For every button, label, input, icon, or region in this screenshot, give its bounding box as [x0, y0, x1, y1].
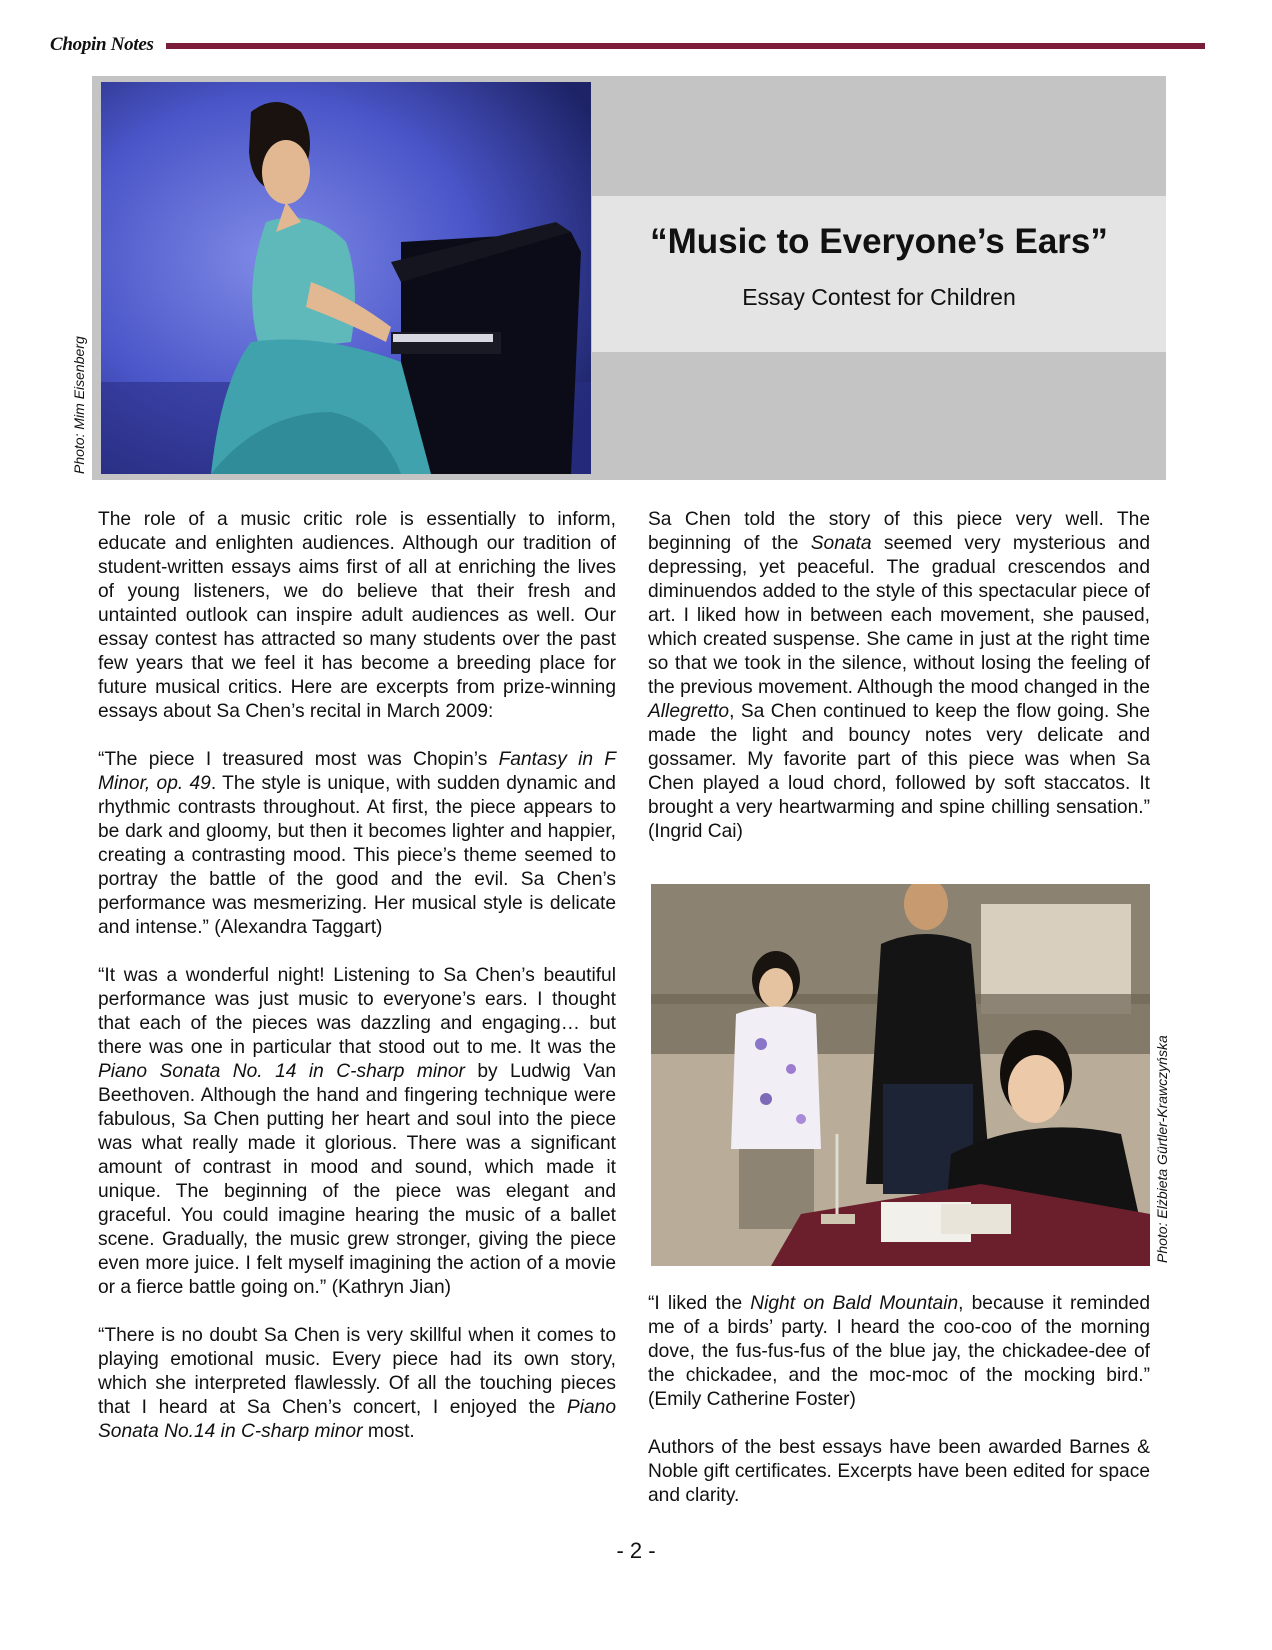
photo-credit-bottom: Photo: Elżbieta Gürtler-Krawczyńska: [1154, 1035, 1170, 1263]
left-column: [98, 508, 616, 1468]
essay-excerpt-cai-start: “There is no doubt Sa Chen is very skillful when it comes to playing emotional music. Every piece had its own story, which she interpreted flawlessly. Of all the touching pieces that I heard at Sa Chen’s concert, I enjoyed the Piano Sonata No.14 in C-sharp minor most.: [98, 1325, 616, 1442]
pianist-photo: [101, 82, 591, 474]
signing-photo: [651, 884, 1150, 1266]
right-column-top: [648, 508, 1150, 868]
essay-excerpt-jian: “It was a wonderful night! Listening to Sa Chen’s beautiful performance was just music to everyone’s ears. I thought that each of the pieces was dazzling and engaging… but there was one in particular that stood out to me. It was the Piano Sonata No. 14 in C-sharp minor by Ludwig Van Beethoven. Although the hand and fingering technique were fabulous, Sa Chen putting her heart and soul into the piece was what really made it glorious. There was a significant amount of contrast in mood and sound, which made it unique. The beginning of the piece was elegant and graceful. You could imagine hearing the music of a ballet scene. Gradually, the music grew stronger, giving the piece even more juice. I felt myself imagining the action of a movie or a fierce battle going on.” (Kathryn Jian): [98, 965, 616, 1298]
publication-title: Chopin Notes: [50, 34, 154, 55]
essay-excerpt-cai-continued: Sa Chen told the story of this piece very well. The beginning of the Sonata seemed very mysterious and depressing, yet peaceful. The gradual crescendos and diminuendos added to the style of this spectacular piece of art. I liked how in between each movement, she paused, which created suspense. She came in just at the right time so that we took in the silence, without losing the feeling of the previous movement. Although the mood changed in the Allegretto, Sa Chen continued to keep the flow going. She made the light and bouncy notes very delicate and gossamer. My favorite part of this piece was when Sa Chen played a loud chord, followed by soft staccatos. It brought a very heartwarming and spine chilling sensation.” (Ingrid Cai): [648, 509, 1150, 842]
awards-note: Authors of the best essays have been awarded Barnes & Noble gift certificates. Excerpts have been edited for space and clarity.: [648, 1437, 1150, 1506]
article-title: “Music to Everyone’s Ears”: [650, 222, 1108, 261]
running-header: [50, 34, 1205, 56]
intro-paragraph: The role of a music critic role is essentially to inform, educate and enlighten audiences. Although our tradition of student-written essays aims first of all at enriching the lives of young listeners, we do believe that their fresh and untainted outlook can inspire adult audiences as well. Our essay contest has attracted so many students over the past few years that we feel it has become a breeding place for future musical critics. Here are excerpts from prize-winning essays about Sa Chen’s recital in March 2009:: [98, 509, 616, 722]
page-number: - 2 -: [616, 1538, 656, 1563]
article-subtitle: Essay Contest for Children: [742, 284, 1016, 310]
photo-credit-top: Photo: Mim Eisenberg: [71, 336, 87, 474]
header-rule: [166, 43, 1205, 49]
essay-excerpt-taggart: “The piece I treasured most was Chopin’s Fantasy in F Minor, op. 49. The style is unique, with sudden dynamic and rhythmic contrasts throughout. At first, the piece appears to be dark and gloomy, but then it becomes lighter and happier, creating a contrasting mood. This piece’s theme seemed to portray the battle of the good and the evil. Sa Chen’s performance was mesmerizing. Her musical style is delicate and intense.” (Alexandra Taggart): [98, 749, 616, 938]
title-panel: [592, 196, 1166, 352]
essay-excerpt-foster: “I liked the Night on Bald Mountain, because it reminded me of a birds’ party. I heard the coo-coo of the morning dove, the fus-fus-fus of the blue jay, the chickadee-dee of the chickadee, and the moc-moc of the mocking bird.” (Emily Catherine Foster): [648, 1293, 1150, 1410]
right-column-bottom: [648, 1292, 1150, 1532]
